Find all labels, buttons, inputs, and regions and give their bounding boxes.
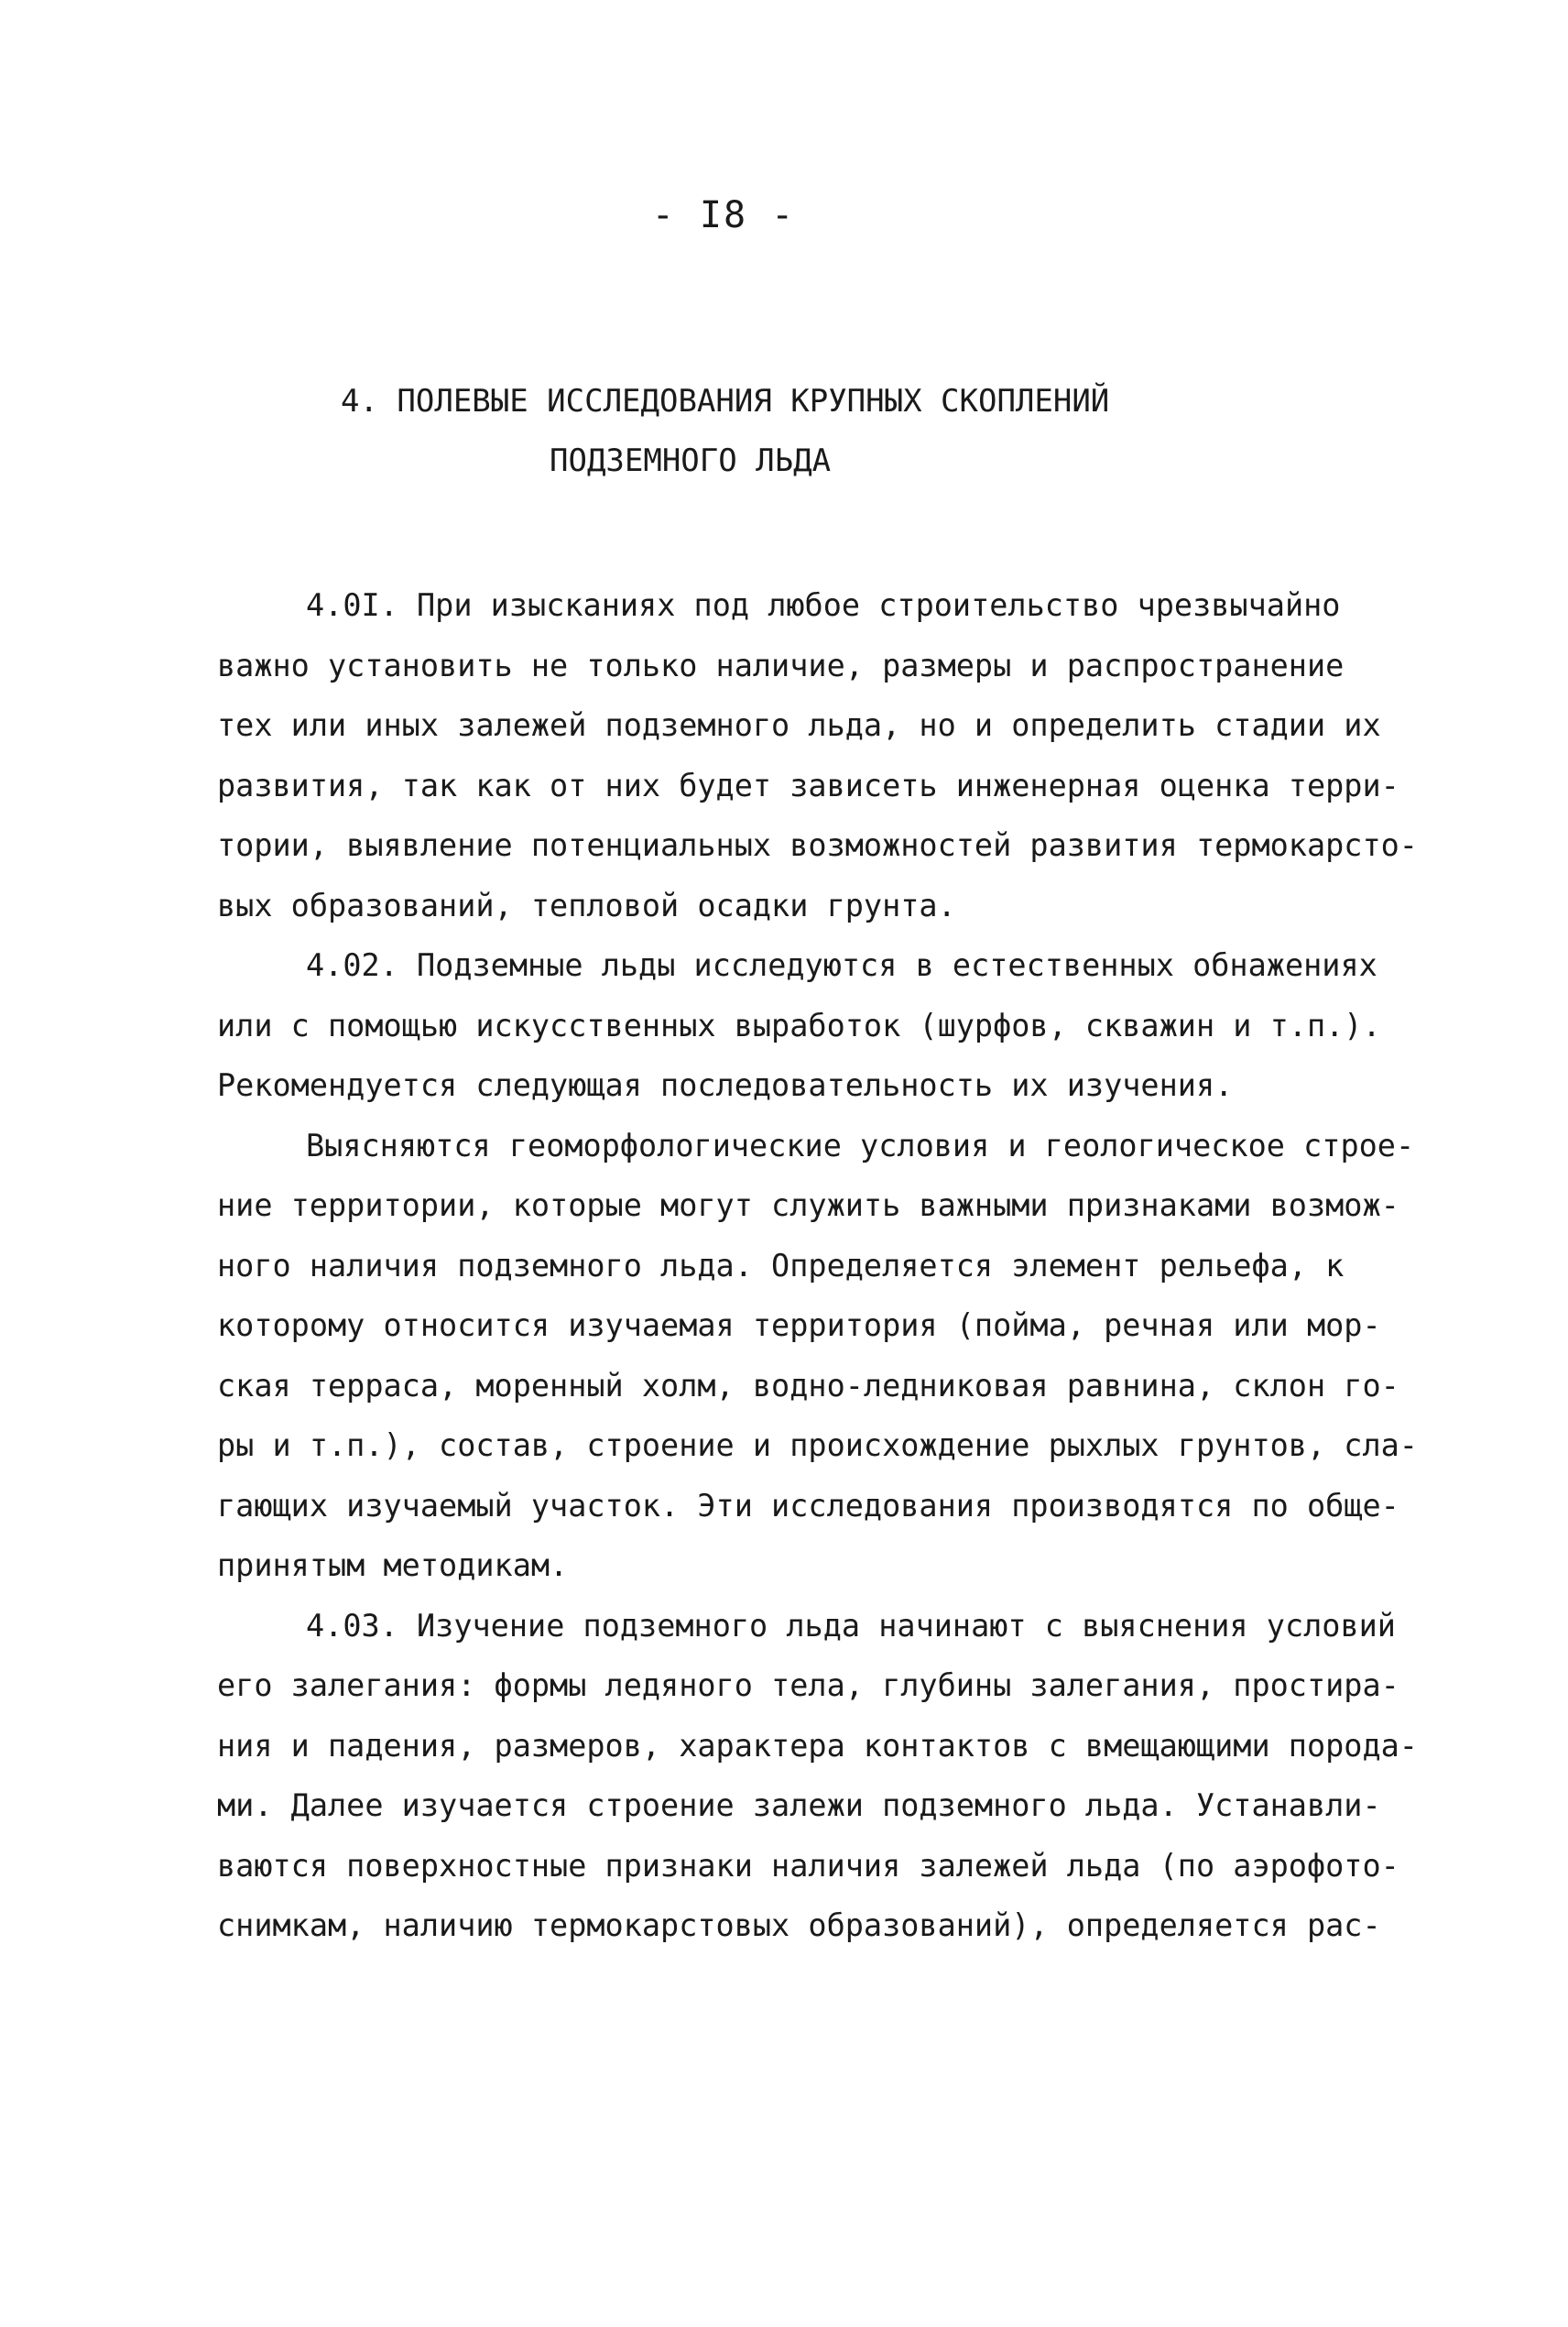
text-line: его залегания: формы ледяного тела, глубины залегания, простира- xyxy=(217,1667,1399,1703)
text-line: или с помощью искусственных выработок (шурфов, скважин и т.п.). xyxy=(217,1007,1381,1043)
text-line: ние территории, которые могут служить важными признаками возмож- xyxy=(217,1187,1399,1223)
text-line: тории, выявление потенциальных возможностей развития термокарсто- xyxy=(217,827,1418,863)
text-line: ры и т.п.), состав, строение и происхождение рыхлых грунтов, сла- xyxy=(217,1427,1418,1463)
text-line: развития, так как от них будет зависеть инженерная оценка терри- xyxy=(217,767,1399,803)
text-line: Рекомендуется следующая последовательность их изучения. xyxy=(217,1067,1234,1103)
text-line: 4.03. Изучение подземного льда начинают с выяснения условий xyxy=(306,1607,1396,1644)
text-line: ская терраса, моренный холм, водно-ледниковая равнина, склон го- xyxy=(217,1367,1399,1404)
text-line: важно установить не только наличие, размеры и распространение xyxy=(217,647,1345,683)
text-line: ного наличия подземного льда. Определяется элемент рельефа, к xyxy=(217,1247,1345,1284)
text-line: 4.0I. При изысканиях под любое строительство чрезвычайно xyxy=(306,587,1341,623)
text-line: тех или иных залежей подземного льда, но и определить стадии их xyxy=(217,707,1381,743)
text-line: принятым методикам. xyxy=(217,1547,569,1583)
text-line: Выясняются геоморфологические условия и геологическое строе- xyxy=(306,1127,1415,1164)
text-line: ния и падения, размеров, характера контактов с вмещающими порода- xyxy=(217,1727,1418,1764)
text-line: ми. Далее изучается строение залежи подземного льда. Устанавли- xyxy=(217,1787,1381,1823)
text-line: ваются поверхностные признаки наличия залежей льда (по аэрофото- xyxy=(217,1847,1399,1884)
text-line: вых образований, тепловой осадки грунта. xyxy=(217,887,956,923)
text-line: 4.02. Подземные льды исследуются в естественных обнажениях xyxy=(306,947,1377,983)
body-text xyxy=(217,575,1426,1956)
text-line: которому относится изучаемая территория (пойма, речная или мор- xyxy=(217,1307,1381,1343)
text-line: снимкам, наличию термокарстовых образований), определяется рас- xyxy=(217,1907,1381,1943)
text-line: гающих изучаемый участок. Эти исследования производятся по обще- xyxy=(217,1487,1399,1524)
section-heading-line-2: ПОДЗЕМНОГО ЛЬДА xyxy=(550,442,832,479)
page-number: - I8 - xyxy=(651,194,796,236)
section-heading-line-1: 4. ПОЛЕВЫЕ ИССЛЕДОВАНИЯ КРУПНЫХ СКОПЛЕНИЙ xyxy=(341,383,1110,420)
